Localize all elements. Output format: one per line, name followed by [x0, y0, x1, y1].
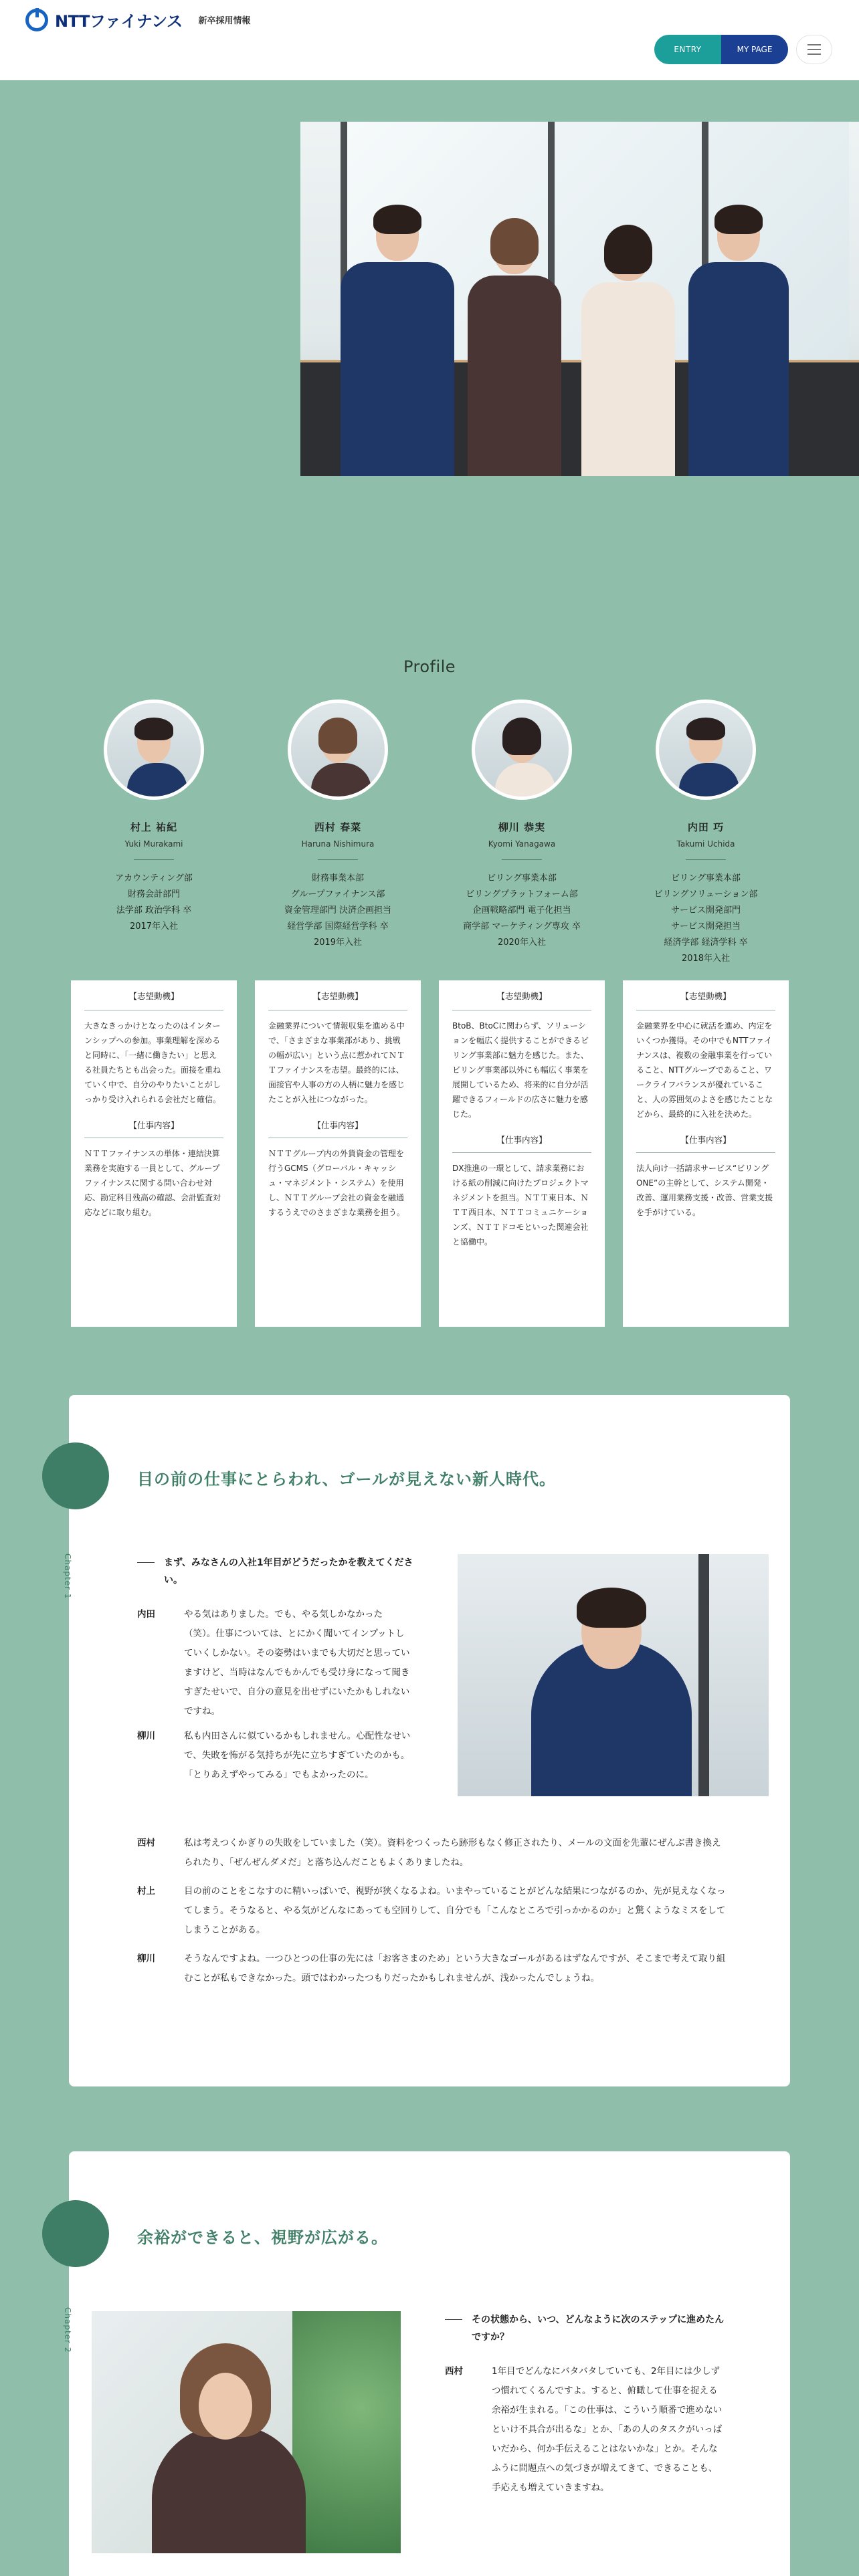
ntt-logo-icon	[25, 9, 48, 31]
speaker-name: 柳川	[137, 1731, 155, 1741]
photo-person	[341, 209, 454, 476]
profile-yanagawa	[439, 700, 605, 951]
profile-murakami	[71, 700, 237, 935]
profile-name: 村上 祐紀	[130, 821, 178, 833]
profile-name: 西村 春菜	[314, 821, 362, 833]
profile-card	[623, 980, 789, 1327]
profile-roman-name: Yuki Murakami	[124, 839, 183, 849]
speaker-text: やる気はありました。でも、やる気しかなかった（笑）。仕事については、とにかく聞いてインプットしていくしかない。その姿勢はいまでも大切だと思っていますけど、当時はなんでもかんでも受け身になって聞きすぎたせいで、自分の意見を出せずにいたかもしれないですね。	[184, 1609, 410, 1717]
avatar	[472, 700, 572, 800]
profile-department: ビリング事業本部 ビリングソリューション部 サービス開発部門 サービス開発担当 経済学部 経済学科 卒	[654, 873, 758, 948]
speaker-name: 西村	[445, 2366, 463, 2377]
card-heading: 【志望動機】	[268, 990, 407, 1010]
speaker-text: そうなんですよね。一つひとつの仕事の先には「お客さまのため」という大きなゴールがあるはずなんですが、そこまで考えて取り組むことが私もできなかった。頭ではわかったつもりだったかもしれませんが、浅かったんでしょうね。	[184, 1953, 726, 1983]
chapter-1-title: 目の前の仕事にとらわれ、ゴールが見えない新人時代。	[137, 1470, 556, 1489]
card-heading: 【志望動機】	[452, 990, 591, 1010]
entry-button[interactable]: ENTRY	[654, 35, 721, 64]
avatar	[104, 700, 204, 800]
card-text: 金融業界について情報収集を進める中で、「さまざまな事業部があり、挑戦の幅が広い」という点に惹かれてＮＴＴファイナンスを志望。最終的には、面接官や人事の方の人柄に魅力を感じたことが入社につながった。	[268, 1021, 405, 1104]
card-heading: 【仕事内容】	[268, 1119, 407, 1138]
chapter-1-photo	[458, 1554, 769, 1796]
chapter-marker-circle	[42, 1442, 109, 1509]
chapter-1-question: まず、みなさんの入社1年目がどうだったかを教えてください。	[164, 1554, 415, 1589]
hamburger-menu-button[interactable]	[796, 35, 832, 64]
profile-roman-name: Haruna Nishimura	[301, 839, 375, 849]
dialogue-line	[137, 1882, 726, 1940]
profile-uchida	[623, 700, 789, 967]
card-text: DX推進の一環として、請求業務における紙の削減に向けたプロジェクトマネジメントを担当。ＮＴＴ東日本、ＮＴＴ西日本、ＮＴＴコミュニケーションズ、ＮＴＴドコモといった関連会社と協働中。	[452, 1164, 589, 1247]
dialogue-line	[137, 1727, 411, 1785]
menu-bar-icon	[807, 53, 821, 55]
card-heading: 【志望動機】	[636, 990, 775, 1010]
speaker-text: 私も内田さんに似ているかもしれません。心配性なせいで、失敗を怖がる気持ちが先に立ちすぎていたのかも。「とりあえずやってみる」でもよかったのに。	[184, 1731, 411, 1780]
speaker-text: 目の前のことをこなすのに精いっぱいで、視野が狭くなるよね。いまやっていることがどんな結果につながるのか、先が見えなくなってしまう。そうなると、やる気がどんなにあっても空回りして、自分でも「こんなところで引っかかるのか」と驚くようなミスをしてしまうことがある。	[184, 1886, 726, 1935]
photo-person	[581, 229, 675, 476]
card-text: BtoB、BtoCに関わらず、ソリューションを幅広く提供することができるビリング事業部に魅力を感じた。また、ビリング事業部以外にも幅広く事業を展開しているため、将来的に自分が活躍できるフィールドの広さに魅力を感じた。	[452, 1021, 589, 1119]
card-text: 法人向け一括請求サービス“ビリングONE”の主幹として、システム開発・改善、運用業務支援・改善、営業支援を手がけている。	[636, 1164, 773, 1217]
speaker-text: 私は考えつくかぎりの失敗をしていました（笑）。資料をつくったら跡形もなく修正されたり、メールの文面を先輩にぜんぶ書き換えられたり、「ぜんぜんダメだ」と落ち込んだこともよくありましたね。	[184, 1838, 721, 1868]
speaker-text: 1年目でどんなにバタバタしていても、2年目には少しずつ慣れてくるんですよ。すると、俯瞰して仕事を捉える余裕が生まれる。「この仕事は、こういう順番で進めないといけ不具合が出るな」とか、「あの人のタスクがいっぱいだから、何か手伝えることはないかな」とか。そんなふうに問題点への気づきが増えてきて、できることも、手応えも増えていきますね。	[492, 2366, 723, 2493]
hero-group-photo	[300, 122, 859, 476]
profile-department: ビリング事業本部 ビリングプラットフォーム部 企画戦略部門 電子化担当 商学部 マーケティング専攻 卒	[463, 873, 581, 932]
profile-section-title: Profile	[403, 657, 456, 676]
speaker-name: 内田	[137, 1609, 155, 1620]
logo[interactable]	[25, 8, 251, 31]
profile-card	[71, 980, 237, 1327]
divider	[134, 859, 174, 860]
photo-person	[468, 222, 561, 476]
menu-bar-icon	[807, 49, 821, 50]
profile-roman-name: Kyomi Yanagawa	[488, 839, 556, 849]
logo-subtitle: 新卒採用情報	[198, 16, 251, 26]
speaker-name: 柳川	[137, 1953, 155, 1964]
card-heading: 【仕事内容】	[84, 1119, 223, 1138]
profile-department: 財務事業本部 グループファイナンス部 資金管理部門 決済企画担当 経営学部 国際経営学科 卒	[284, 873, 392, 932]
card-text: ＮＴＴグループ内の外貨資金の管理を行うGCMS（グローバル・キャッシュ・マネジメント・システム）を使用し、ＮＴＴグループ会社の資金を融通するうえでのさまざまな業務を担う。	[268, 1149, 405, 1217]
speaker-name: 村上	[137, 1886, 155, 1897]
profile-join-year: 2020年入社	[497, 938, 547, 948]
chapter-1-label: Chapter 1	[63, 1553, 72, 1600]
logo-text: NTTファイナンス	[55, 12, 183, 31]
dialogue-line	[137, 1834, 726, 1872]
profile-name: 内田 巧	[687, 821, 725, 833]
avatar	[656, 700, 756, 800]
site-header	[0, 0, 859, 80]
card-heading: 【志望動機】	[84, 990, 223, 1010]
dialogue-line	[445, 2362, 726, 2498]
dialogue-line	[137, 1605, 411, 1721]
card-heading: 【仕事内容】	[452, 1134, 591, 1153]
profile-card	[439, 980, 605, 1327]
card-text: 大きなきっかけとなったのはインターンシップへの参加。事業理解を深めると同時に、「一緒に働きたい」と思える社員たちとも出会った。面接を重ねていく中で、自分のやりたいことがしっかり受け入れられる会社だと確信。	[84, 1021, 221, 1104]
profile-join-year: 2018年入社	[681, 954, 731, 964]
divider	[318, 859, 358, 860]
menu-bar-icon	[807, 44, 821, 45]
profile-join-year: 2019年入社	[313, 938, 363, 948]
profile-card	[255, 980, 421, 1327]
photo-person	[688, 209, 789, 476]
chapter-2-question: その状態から、いつ、どんなように次のステップに進めたんですか？	[472, 2311, 726, 2346]
profile-join-year: 2017年入社	[129, 922, 179, 932]
card-heading: 【仕事内容】	[636, 1134, 775, 1153]
card-text: 金融業界を中心に就活を進め、内定をいくつか獲得。その中でもNTTファイナンスは、複数の金融事業を行っていること、NTTグループであること、ワークライフバランスが優れていること、人の雰囲気のよさを感じたことなどから、最終的に入社を決めた。	[636, 1021, 773, 1119]
chapter-2-photo	[92, 2311, 401, 2553]
divider	[686, 859, 726, 860]
speaker-name: 西村	[137, 1838, 155, 1848]
avatar	[288, 700, 388, 800]
mypage-button[interactable]: MY PAGE	[721, 35, 788, 64]
dialogue-line	[137, 1949, 726, 1988]
chapter-2-label: Chapter 2	[63, 2307, 72, 2353]
card-text: ＮＴＴファイナンスの単体・連結決算業務を実施する一員として、グループファイナンスに関する問い合わせ対応、勘定科目残高の確認、会計監査対応などに取り組む。	[84, 1149, 221, 1217]
profile-department: アカウンティング部 財務会計部門 法学部 政治学科 卒	[115, 873, 193, 916]
chapter-marker-circle	[42, 2200, 109, 2267]
profile-roman-name: Takumi Uchida	[676, 839, 735, 849]
chapter-2-title: 余裕ができると、視野が広がる。	[137, 2228, 388, 2247]
profile-name: 柳川 恭実	[498, 821, 546, 833]
profile-nishimura	[255, 700, 421, 951]
divider	[502, 859, 542, 860]
